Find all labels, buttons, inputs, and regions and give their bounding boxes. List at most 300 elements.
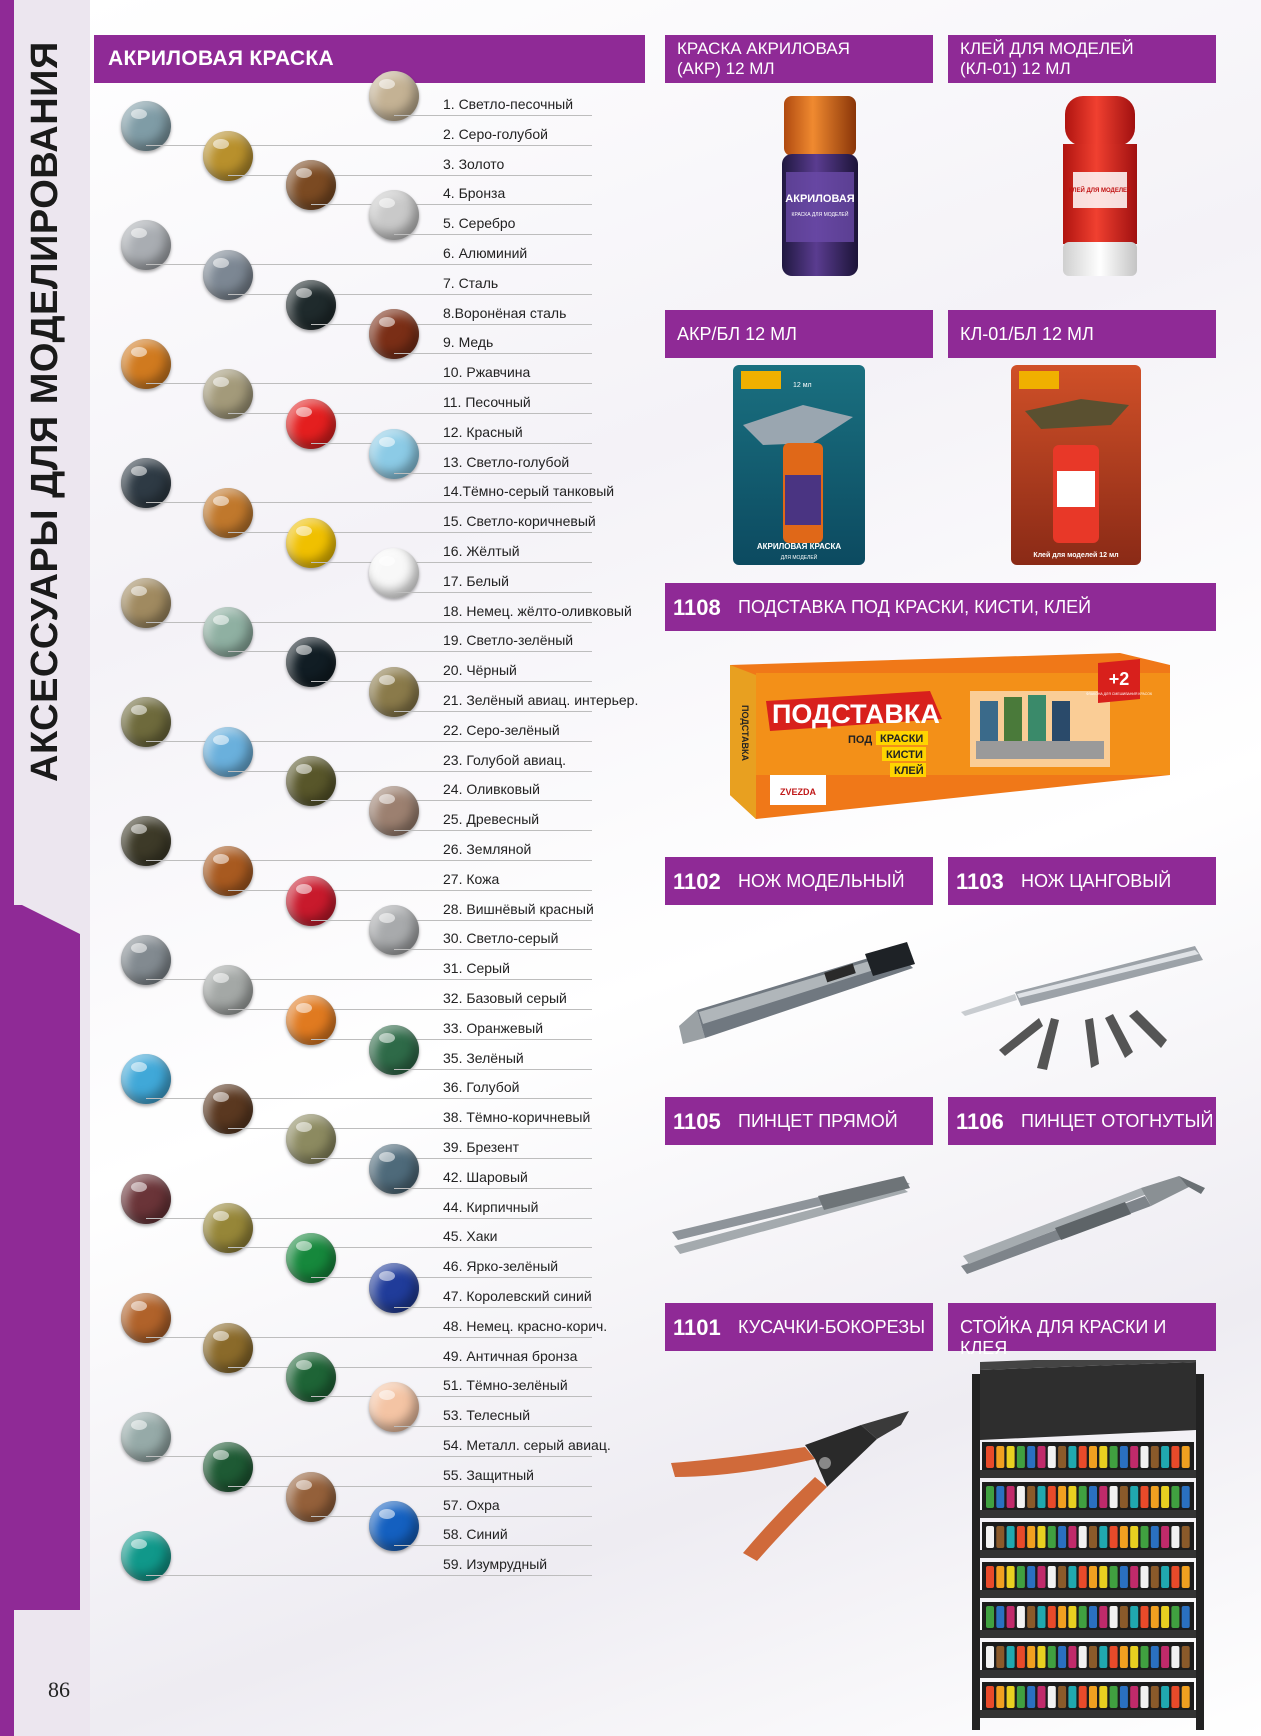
color-label: 12. Красный	[443, 424, 523, 440]
bent-tweezers-image	[955, 1170, 1215, 1280]
color-label: 2. Серо-голубой	[443, 126, 548, 142]
color-label: 1. Светло-песочный	[443, 96, 574, 112]
rack-bottle	[996, 1486, 1004, 1508]
color-swatch	[369, 786, 419, 836]
glue-bottle-label: КЛЕЙ ДЛЯ МОДЕЛЕЙ	[1068, 188, 1132, 194]
rack-bottle	[1068, 1686, 1076, 1708]
rack-bottle	[1068, 1486, 1076, 1508]
rack-bottle	[1038, 1486, 1046, 1508]
header-rack	[948, 1303, 1216, 1358]
color-label: 54. Металл. серый авиац.	[443, 1437, 611, 1453]
color-label: 47. Королевский синий	[443, 1288, 592, 1304]
rack-bottle	[1182, 1646, 1190, 1668]
color-row-line	[394, 1069, 592, 1070]
blister-akr-caption: АКРИЛОВАЯ КРАСКА	[756, 542, 842, 551]
color-label: 13. Светло-голубой	[443, 454, 570, 470]
color-row-line	[311, 324, 592, 325]
rack-bottle	[1089, 1526, 1097, 1548]
rack-bottle	[1079, 1606, 1087, 1628]
color-swatch	[369, 309, 419, 359]
color-row-line	[311, 1277, 592, 1278]
rack-bottle	[1130, 1526, 1138, 1548]
color-label: 32. Базовый серый	[443, 990, 567, 1006]
rack-bottle	[1058, 1566, 1066, 1588]
rack-bottle	[986, 1566, 994, 1588]
header-1102-label: НОЖ МОДЕЛЬНЫЙ	[738, 871, 905, 891]
rack-bottle	[1048, 1686, 1056, 1708]
rack-bottle	[1099, 1446, 1107, 1468]
color-label: 11. Песочный	[443, 394, 531, 410]
color-label: 27. Кожа	[443, 871, 500, 887]
rack-bottle	[1161, 1446, 1169, 1468]
rack-bottle	[1120, 1566, 1128, 1588]
rack-bottle	[996, 1686, 1004, 1708]
rack-bottle	[1017, 1526, 1025, 1548]
rack-bottle	[1027, 1566, 1035, 1588]
rack-bottle	[996, 1566, 1004, 1588]
rack-bottle	[1027, 1526, 1035, 1548]
blister-akr-caption2: ДЛЯ МОДЕЛЕЙ	[780, 555, 818, 561]
color-row-line	[394, 830, 592, 831]
header-kl-12-line1: КЛЕЙ ДЛЯ МОДЕЛЕЙ	[960, 39, 1134, 58]
color-row-line	[311, 443, 592, 444]
color-swatch	[286, 1114, 336, 1164]
color-label: 25. Древесный	[443, 811, 540, 827]
rack-bottle	[1161, 1606, 1169, 1628]
color-row-line	[311, 1039, 592, 1040]
color-swatch	[121, 220, 171, 270]
color-label: 10. Ржавчина	[443, 364, 531, 380]
color-label: 23. Голубой авиац.	[443, 752, 567, 768]
rack-bottle	[1089, 1646, 1097, 1668]
color-row-line	[146, 1575, 592, 1576]
rack-bottle	[996, 1606, 1004, 1628]
rack-bottle	[1017, 1606, 1025, 1628]
box-kraski: КРАСКИ	[880, 733, 924, 745]
box-kisti: КИСТИ	[886, 749, 923, 761]
color-row-line	[228, 771, 592, 772]
rack-bottle	[1048, 1446, 1056, 1468]
rack-bottle	[1130, 1686, 1138, 1708]
rack-bottle	[1110, 1526, 1118, 1548]
rack-bottle	[1120, 1446, 1128, 1468]
rack-bottle	[1161, 1686, 1169, 1708]
rack-bottle	[1161, 1526, 1169, 1548]
rack-bottle	[1058, 1606, 1066, 1628]
rack-bottle	[986, 1686, 994, 1708]
rack-bottle	[1048, 1566, 1056, 1588]
color-label: 46. Ярко-зелёный	[443, 1258, 559, 1274]
color-swatch	[203, 965, 253, 1015]
color-swatch	[203, 846, 253, 896]
rack-bottle	[1089, 1486, 1097, 1508]
color-label: 30. Светло-серый	[443, 930, 559, 946]
color-swatch	[369, 190, 419, 240]
rack-bottle	[1007, 1686, 1015, 1708]
color-label: 51. Тёмно-зелёный	[443, 1377, 568, 1393]
rack-bottle	[1058, 1686, 1066, 1708]
color-swatch	[369, 1263, 419, 1313]
rack-bottle	[996, 1526, 1004, 1548]
color-label: 20. Чёрный	[443, 662, 517, 678]
side-title: АКСЕССУАРЫ ДЛЯ МОДЕЛИРОВАНИЯ	[24, 41, 66, 782]
header-kl-bl	[948, 310, 1216, 358]
color-row-line	[228, 1009, 592, 1010]
header-1101	[665, 1303, 933, 1351]
rack-bottle	[1058, 1646, 1066, 1668]
section-title: АКРИЛОВАЯ КРАСКА	[108, 47, 334, 70]
rack-bottle	[1007, 1486, 1015, 1508]
rack-bottle	[1110, 1566, 1118, 1588]
rack-bottle	[1017, 1446, 1025, 1468]
color-label: 44. Кирпичный	[443, 1199, 539, 1215]
color-row-line	[228, 175, 592, 176]
color-label: 18. Немец. жёлто-оливковый	[443, 603, 632, 619]
color-swatch	[203, 1442, 253, 1492]
color-label: 19. Светло-зелёный	[443, 632, 574, 648]
box-title: ПОДСТАВКА	[772, 699, 940, 729]
glue-bottle-image	[1055, 92, 1145, 282]
section-title-bar	[94, 35, 645, 83]
color-row-line	[311, 681, 592, 682]
rack-bottle	[1161, 1486, 1169, 1508]
acrylic-bottle-sublabel: КРАСКА ДЛЯ МОДЕЛЕЙ	[791, 212, 849, 218]
glue-blister-pack-image	[1011, 365, 1141, 565]
rack-bottle	[1017, 1486, 1025, 1508]
color-label: 45. Хаки	[443, 1228, 498, 1244]
color-row-line	[228, 1247, 592, 1248]
rack-shelf-lip	[980, 1670, 1196, 1678]
header-rack-label: СТОЙКА ДЛЯ КРАСКИ И КЛЕЯ	[960, 1317, 1167, 1358]
color-row-line	[311, 1158, 592, 1159]
rack-bottle	[1171, 1646, 1179, 1668]
header-1101-number: 1101	[673, 1315, 721, 1340]
color-label: 7. Сталь	[443, 275, 499, 291]
rack-shelf-lip	[980, 1470, 1196, 1478]
rack-bottle	[1038, 1646, 1046, 1668]
color-row-line	[311, 800, 592, 801]
color-swatch	[286, 1233, 336, 1283]
color-swatch	[203, 250, 253, 300]
rack-bottle	[1058, 1486, 1066, 1508]
color-label: 31. Серый	[443, 960, 510, 976]
rack-bottle	[1120, 1486, 1128, 1508]
color-label: 59. Изумрудный	[443, 1556, 548, 1572]
color-label: 48. Немец. красно-корич.	[443, 1318, 608, 1334]
color-row-line	[228, 413, 592, 414]
rack-bottle	[1038, 1606, 1046, 1628]
rack-bottle	[1058, 1446, 1066, 1468]
rack-bottle	[1141, 1526, 1149, 1548]
rack-bottle	[986, 1486, 994, 1508]
color-swatch	[121, 697, 171, 747]
color-swatch	[369, 1382, 419, 1432]
header-kl-12	[948, 35, 1216, 83]
rack-bottle	[1182, 1446, 1190, 1468]
rack-bottle	[1099, 1566, 1107, 1588]
color-row-line	[228, 294, 592, 295]
rack-bottle	[1110, 1646, 1118, 1668]
rack-bottle	[1079, 1686, 1087, 1708]
rack-bottle	[1079, 1566, 1087, 1588]
color-swatch	[286, 399, 336, 449]
color-label: 16. Жёлтый	[443, 543, 520, 559]
color-swatch	[369, 1144, 419, 1194]
rack-bottle	[1089, 1606, 1097, 1628]
rack-bottle	[1141, 1566, 1149, 1588]
rack-bottle	[1079, 1646, 1087, 1668]
box-side-label: ПОДСТАВКА	[740, 705, 750, 761]
rack-bottle	[1038, 1446, 1046, 1468]
rack-bottle	[1120, 1606, 1128, 1628]
model-knife-image	[675, 940, 920, 1050]
color-row-line	[311, 920, 592, 921]
rack-bottle	[1027, 1446, 1035, 1468]
color-label: 9. Медь	[443, 334, 494, 350]
rack-bottle	[1130, 1646, 1138, 1668]
header-1108-number: 1108	[673, 595, 721, 620]
rack-bottle	[1110, 1446, 1118, 1468]
box-pod: ПОД	[848, 734, 873, 746]
rack-bottle	[1038, 1526, 1046, 1548]
color-row-line	[394, 949, 592, 950]
rack-bottle	[1038, 1566, 1046, 1588]
rack-bottle	[1089, 1686, 1097, 1708]
rack-bottle	[1099, 1646, 1107, 1668]
color-swatch	[286, 876, 336, 926]
rack-shelf-lip	[980, 1590, 1196, 1598]
paint-rack-image	[968, 1360, 1208, 1732]
header-1102	[665, 857, 933, 905]
color-row-line	[228, 1367, 592, 1368]
color-label: 17. Белый	[443, 573, 509, 589]
rack-bottle	[1120, 1646, 1128, 1668]
header-1108-label: ПОДСТАВКА ПОД КРАСКИ, КИСТИ, КЛЕЙ	[738, 597, 1092, 617]
rack-bottle	[1151, 1566, 1159, 1588]
rack-bottle	[1089, 1446, 1097, 1468]
blister-kl-caption: Клей для моделей 12 мл	[1033, 552, 1119, 559]
rack-shelf-lip	[980, 1710, 1196, 1718]
color-swatch	[203, 727, 253, 777]
acrylic-blister-pack-image	[733, 365, 865, 565]
color-label: 58. Синий	[443, 1526, 508, 1542]
color-swatch	[203, 131, 253, 181]
color-swatch	[369, 1501, 419, 1551]
rack-bottle	[1141, 1446, 1149, 1468]
rack-bottle	[1151, 1606, 1159, 1628]
color-row-line	[311, 204, 592, 205]
rack-bottle	[1130, 1566, 1138, 1588]
color-row-line	[228, 532, 592, 533]
color-label: 14.Тёмно-серый танковый	[443, 483, 615, 499]
color-swatch	[203, 488, 253, 538]
rack-bottle	[1130, 1606, 1138, 1628]
color-row-line	[394, 234, 592, 235]
rack-bottle	[1048, 1526, 1056, 1548]
rack-bottle	[1182, 1526, 1190, 1548]
rack-bottle	[1007, 1606, 1015, 1628]
header-1106-label: ПИНЦЕТ ОТОГНУТЫЙ	[1021, 1111, 1214, 1131]
color-swatch	[121, 1412, 171, 1462]
color-label: 21. Зелёный авиац. интерьер.	[443, 692, 639, 708]
rack-bottle	[1151, 1446, 1159, 1468]
rack-bottle	[1068, 1606, 1076, 1628]
rack-bottle	[986, 1646, 994, 1668]
color-label: 35. Зелёный	[443, 1050, 524, 1066]
rack-bottle	[996, 1446, 1004, 1468]
color-label: 39. Брезент	[443, 1139, 519, 1155]
rack-bottle	[1079, 1526, 1087, 1548]
rack-bottle	[986, 1446, 994, 1468]
color-label: 24. Оливковый	[443, 781, 540, 797]
rack-bottle	[1079, 1486, 1087, 1508]
color-swatch	[369, 905, 419, 955]
box-klei: КЛЕЙ	[894, 765, 924, 777]
color-swatch	[121, 1054, 171, 1104]
rack-bottle	[1151, 1646, 1159, 1668]
rack-bottle	[1007, 1566, 1015, 1588]
color-label: 53. Телесный	[443, 1407, 531, 1423]
color-swatch	[286, 518, 336, 568]
color-row-line	[394, 473, 592, 474]
rack-bottle	[996, 1646, 1004, 1668]
color-swatch	[121, 935, 171, 985]
color-swatch	[203, 369, 253, 419]
rack-bottle	[1007, 1446, 1015, 1468]
color-swatch	[121, 1174, 171, 1224]
rack-bottle	[1141, 1486, 1149, 1508]
rack-bottle	[986, 1526, 994, 1548]
color-label: 8.Воронёная сталь	[443, 305, 567, 321]
header-1102-number: 1102	[673, 869, 721, 894]
rack-shelves	[980, 1442, 1196, 1718]
rack-bottle	[1038, 1686, 1046, 1708]
rack-bottle	[1068, 1646, 1076, 1668]
color-label: 49. Античная бронза	[443, 1348, 578, 1364]
rack-bottle	[1099, 1606, 1107, 1628]
header-kl-bl-label: КЛ-01/БЛ 12 МЛ	[960, 324, 1094, 344]
color-row-line	[311, 562, 592, 563]
header-1106-number: 1106	[956, 1109, 1004, 1134]
color-label: 5. Серебро	[443, 215, 516, 231]
color-row-line	[394, 1545, 592, 1546]
color-swatch	[369, 548, 419, 598]
color-swatch	[286, 280, 336, 330]
box-plus2-sub: ФЛАКОНА ДЛЯ СМЕШИВАНИЯ КРАСОК	[1085, 692, 1153, 696]
header-1103-label: НОЖ ЦАНГОВЫЙ	[1021, 871, 1172, 891]
rack-bottle	[1017, 1646, 1025, 1668]
color-row-line	[228, 1486, 592, 1487]
color-swatch	[121, 101, 171, 151]
rack-bottle	[1099, 1686, 1107, 1708]
rack-bottle	[1182, 1606, 1190, 1628]
color-label: 38. Тёмно-коричневый	[443, 1109, 591, 1125]
color-row-line	[311, 1396, 592, 1397]
straight-tweezers-image	[668, 1170, 918, 1260]
box-plus2: +2	[1108, 669, 1130, 689]
rack-bottle	[1171, 1606, 1179, 1628]
rack-bottle	[1079, 1446, 1087, 1468]
color-swatch	[203, 1323, 253, 1373]
rack-bottle	[1089, 1566, 1097, 1588]
box-brand: ZVEZDA	[780, 787, 816, 797]
header-1108	[665, 583, 1216, 631]
collet-knife-image	[955, 940, 1210, 1080]
rack-bottle	[1182, 1686, 1190, 1708]
rack-bottle	[1110, 1486, 1118, 1508]
rack-bottle	[1151, 1686, 1159, 1708]
rack-bottle	[1058, 1526, 1066, 1548]
header-kl-12-line2: (КЛ-01) 12 МЛ	[960, 59, 1071, 78]
color-label: 6. Алюминий	[443, 245, 528, 261]
color-swatch	[121, 339, 171, 389]
color-row-line	[394, 1426, 592, 1427]
rack-bottle	[1027, 1646, 1035, 1668]
rack-bottle	[1110, 1686, 1118, 1708]
color-row-line	[311, 1516, 592, 1517]
rack-bottle	[1141, 1606, 1149, 1628]
rack-bottle	[1182, 1566, 1190, 1588]
color-swatch	[203, 607, 253, 657]
rack-bottle	[1161, 1566, 1169, 1588]
rack-bottle	[1151, 1526, 1159, 1548]
header-akr-12	[665, 35, 933, 83]
header-1103-number: 1103	[956, 869, 1004, 894]
color-row-line	[394, 1307, 592, 1308]
rack-bottle	[1099, 1526, 1107, 1548]
rack-bottle	[1141, 1686, 1149, 1708]
color-label: 26. Земляной	[443, 841, 532, 857]
color-swatch	[369, 71, 419, 121]
rack-shelf-lip	[980, 1550, 1196, 1558]
header-1105	[665, 1097, 933, 1145]
acrylic-bottle-label: АКРИЛОВАЯ	[785, 193, 855, 205]
header-1101-label: КУСАЧКИ-БОКОРЕЗЫ	[738, 1317, 926, 1337]
color-swatch	[121, 816, 171, 866]
color-row-line	[394, 115, 592, 116]
rack-bottle	[1017, 1566, 1025, 1588]
color-swatch	[286, 1352, 336, 1402]
color-swatch	[121, 458, 171, 508]
color-row-line	[394, 592, 592, 593]
rack-bottle	[1007, 1646, 1015, 1668]
color-row-line	[228, 890, 592, 891]
rack-bottle	[1068, 1526, 1076, 1548]
color-swatch	[286, 995, 336, 1045]
color-swatch	[286, 160, 336, 210]
rack-shelf-lip	[980, 1510, 1196, 1518]
rack-bottle	[1120, 1686, 1128, 1708]
color-swatch	[286, 637, 336, 687]
color-label: 57. Охра	[443, 1497, 500, 1513]
rack-bottle	[1151, 1486, 1159, 1508]
color-label: 33. Оранжевый	[443, 1020, 544, 1036]
rack-bottle	[1068, 1566, 1076, 1588]
color-row-line	[228, 1128, 592, 1129]
rack-bottle	[1048, 1606, 1056, 1628]
rack-shelf-lip	[980, 1630, 1196, 1638]
color-swatch	[286, 1472, 336, 1522]
acrylic-paint-bottle-image	[770, 92, 870, 282]
rack-bottle	[1099, 1486, 1107, 1508]
rack-bottle	[1182, 1486, 1190, 1508]
header-akr-12-line2: (АКР) 12 МЛ	[677, 59, 775, 78]
rack-bottle	[1171, 1526, 1179, 1548]
header-1105-number: 1105	[673, 1109, 721, 1134]
color-label: 28. Вишнёвый красный	[443, 901, 594, 917]
header-1106	[948, 1097, 1216, 1145]
color-label: 3. Золото	[443, 156, 505, 172]
